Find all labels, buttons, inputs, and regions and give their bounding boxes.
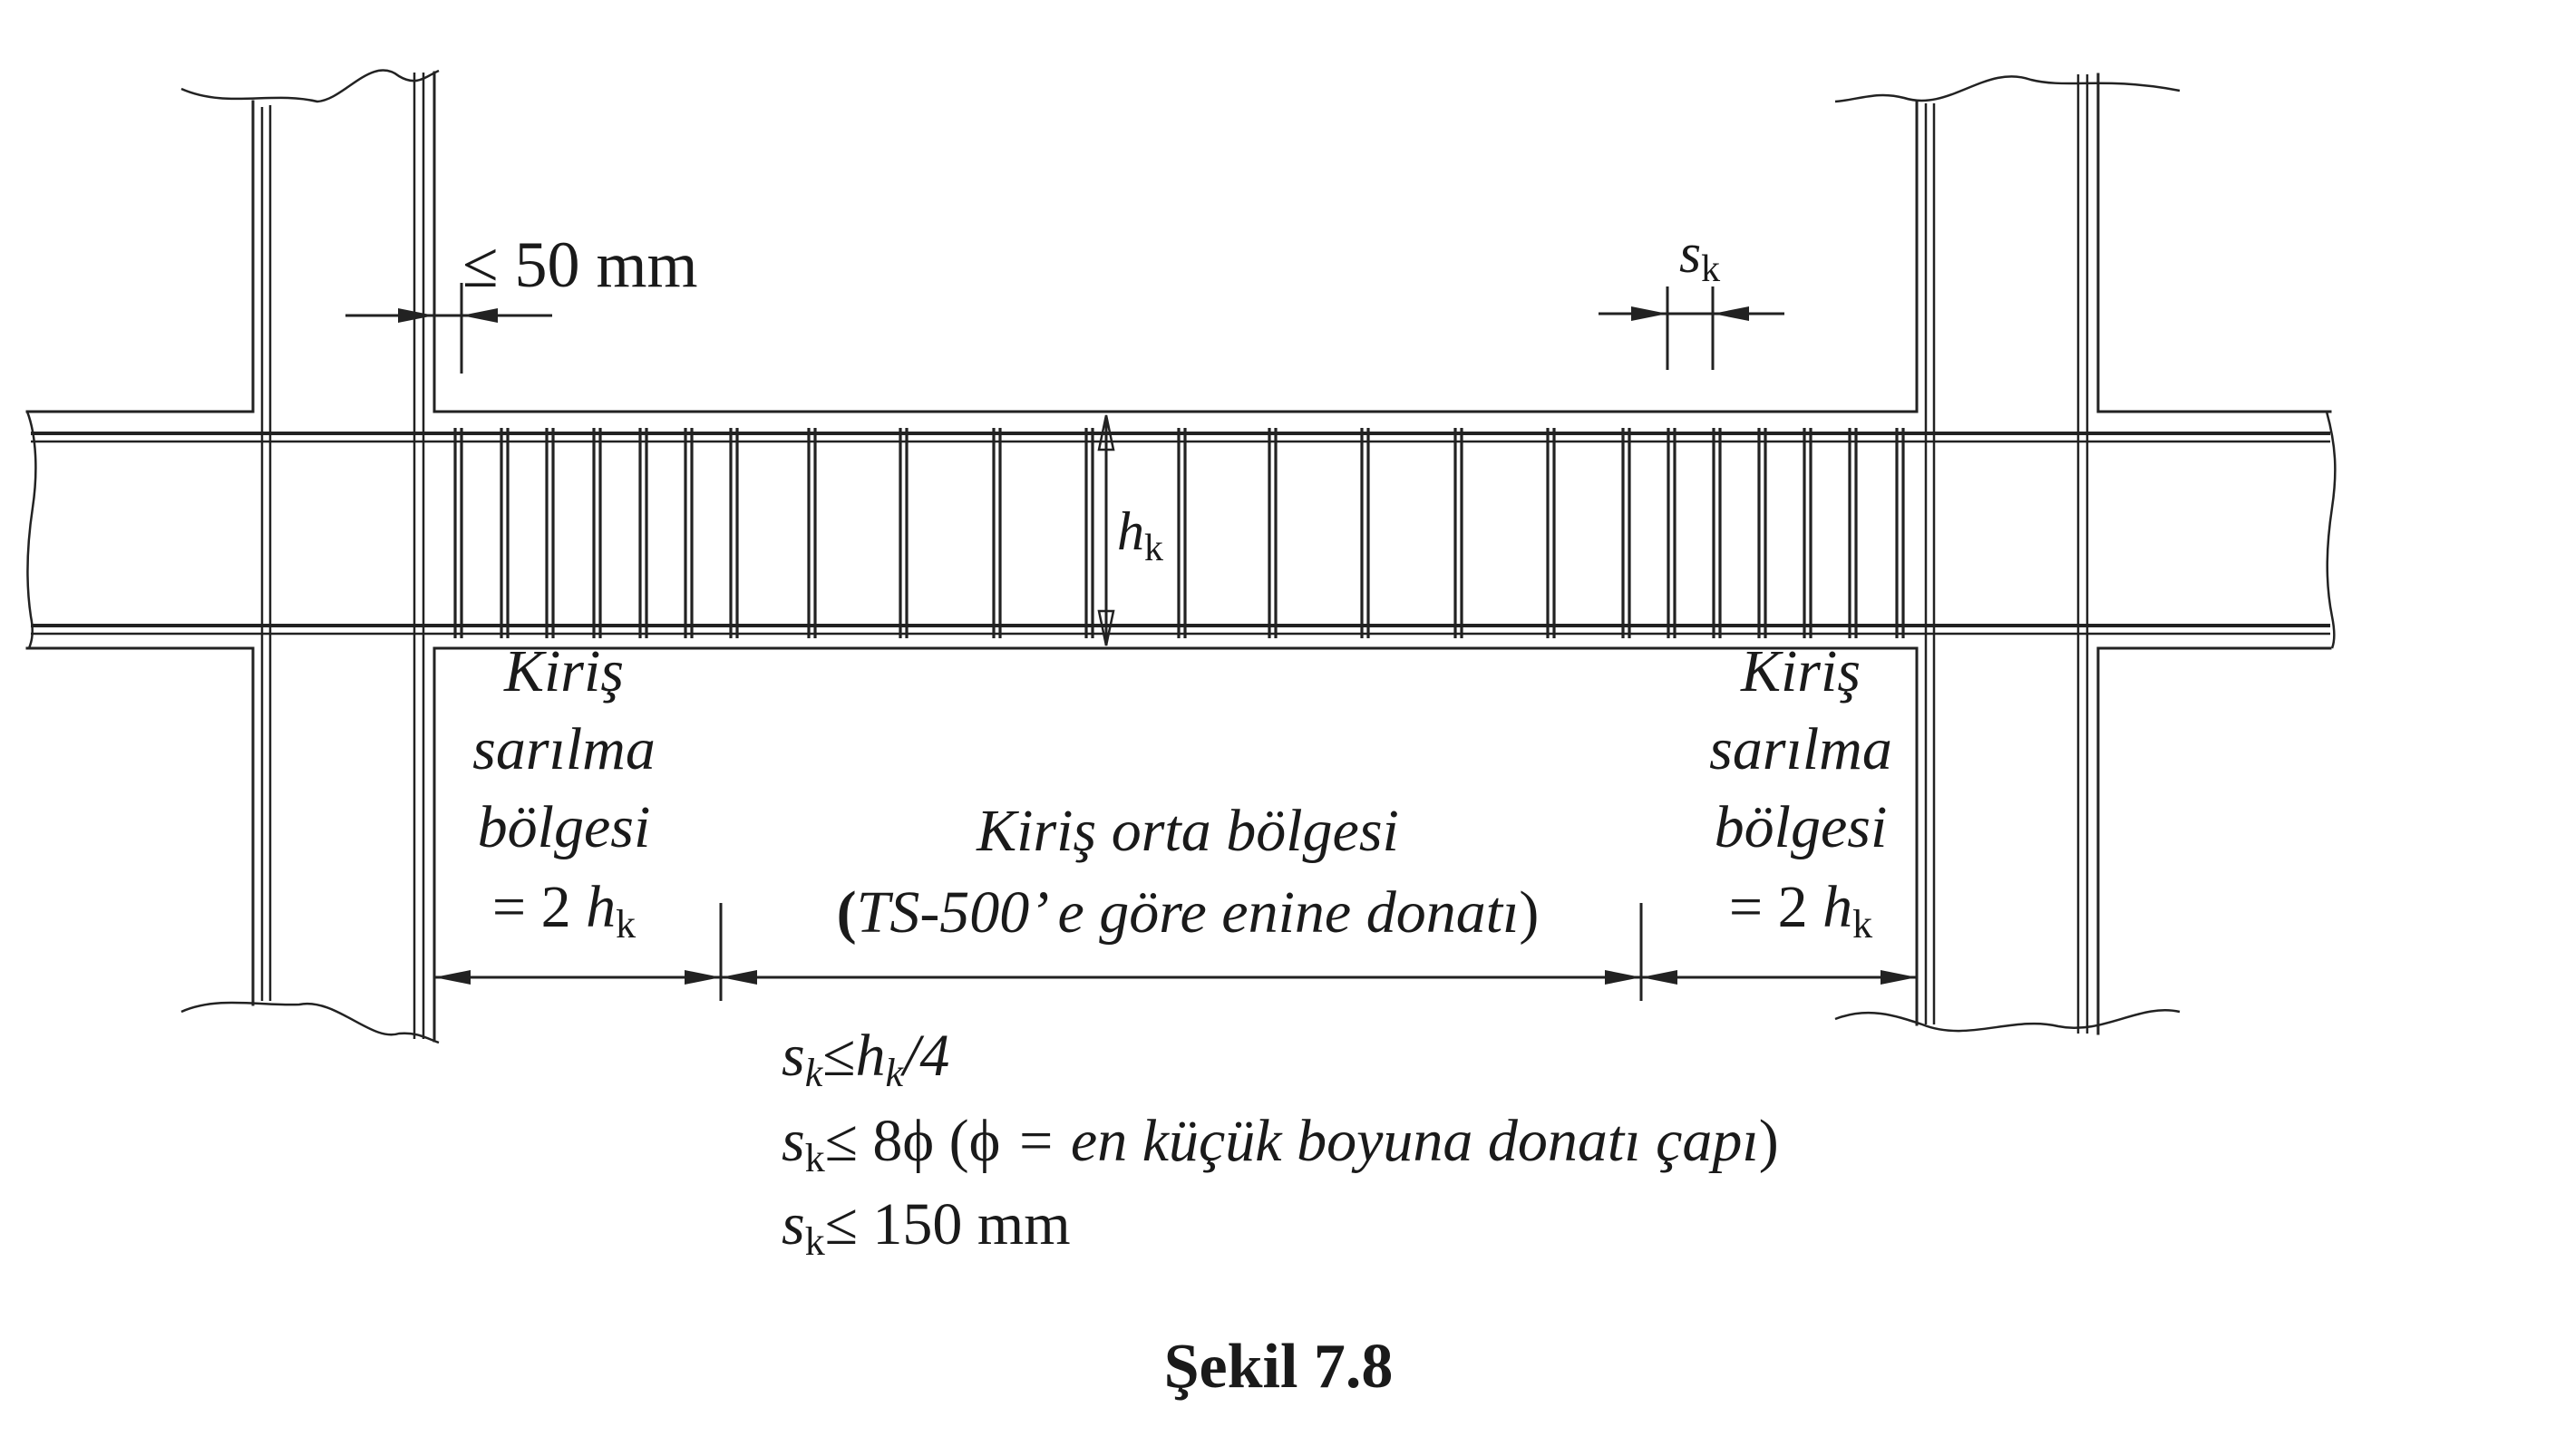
hk-dimension <box>1099 415 1163 645</box>
cover-limit-label: ≤ 50 mm <box>462 228 698 301</box>
beam-right-break <box>2327 412 2335 648</box>
left-column <box>181 70 439 1043</box>
spacing-conditions <box>782 1023 1779 1264</box>
middle-zone-label <box>837 798 1540 946</box>
condition-3: sk≤ 150 mm <box>782 1191 1071 1264</box>
middle-zone-note: (TS-500’ e göre enine donatı) <box>836 879 1540 946</box>
hk-label: $h_k$ <box>1117 501 1163 569</box>
condition-1: sk≤hk/4 <box>782 1023 950 1095</box>
left-zone-line3: bölgesi <box>477 794 651 860</box>
condition-2: sk≤ 8ϕ (ϕ = en küçük boyuna donatı çapı) <box>782 1108 1779 1180</box>
beam-left-break <box>27 412 35 648</box>
right-column-bottom-break <box>1835 1010 2180 1031</box>
left-column-top-break <box>181 70 439 102</box>
right-zone-line2: sarılma <box>1709 716 1892 782</box>
left-column-bottom-break <box>181 1003 439 1043</box>
right-confinement-zone-label <box>1709 638 1892 946</box>
right-zone-line1: Kiriş <box>1740 638 1861 704</box>
beam <box>27 412 2335 648</box>
sk-label: sk <box>1679 223 1721 290</box>
middle-zone-title: Kiriş orta bölgesi <box>977 798 1399 864</box>
right-zone-line3: bölgesi <box>1714 794 1888 860</box>
left-zone-line2: sarılma <box>472 716 656 782</box>
left-zone-length: = 2 hk <box>491 874 637 946</box>
stirrups <box>455 428 1903 638</box>
sk-dimension <box>1599 223 1784 370</box>
cover-dimension <box>345 228 698 374</box>
figure-caption: Şekil 7.8 <box>1163 1332 1394 1402</box>
right-column <box>1835 74 2180 1034</box>
left-confinement-zone-label <box>472 638 656 946</box>
left-zone-line1: Kiriş <box>503 638 625 704</box>
right-column-top-break <box>1835 76 2180 102</box>
right-zone-length: = 2 hk <box>1728 874 1873 946</box>
